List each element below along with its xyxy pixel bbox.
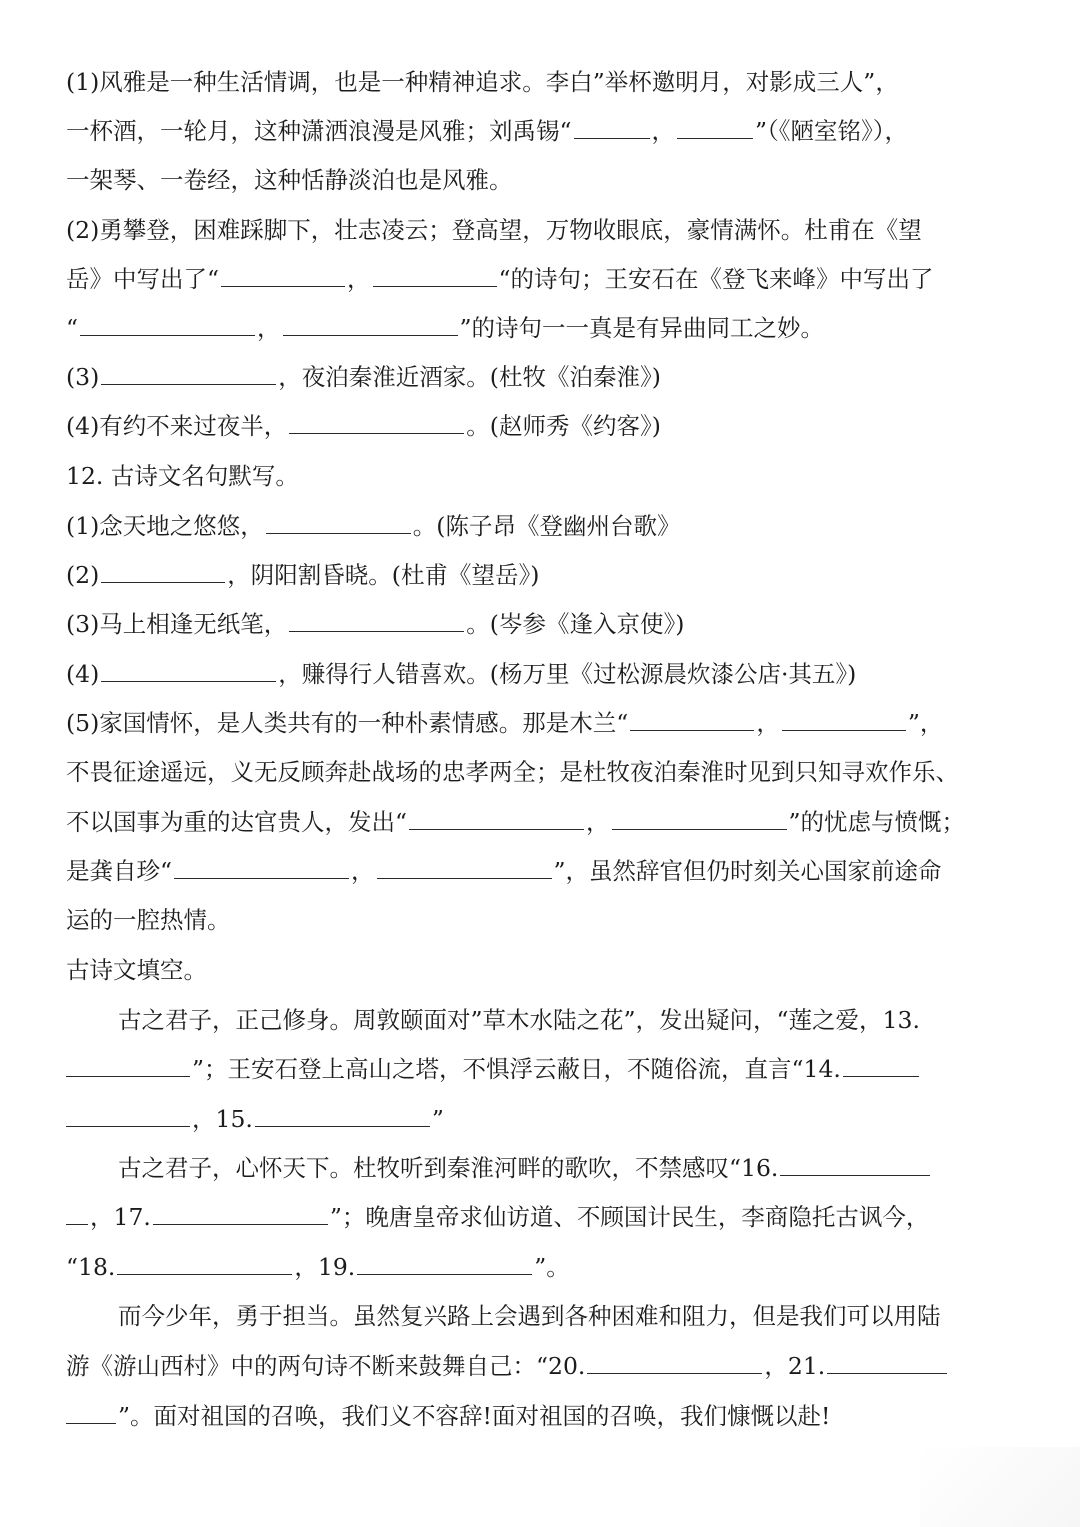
answer-blank[interactable]	[221, 264, 345, 288]
question-12-5-line-2: 不畏征途遥远，义无反顾奔赴战场的忠孝两全；是杜牧夜泊秦淮时见到只知寻欢作乐、	[66, 758, 959, 786]
answer-blank-13[interactable]	[66, 1054, 190, 1078]
scan-shading	[920, 1447, 1080, 1527]
question-11-1-line-3: 一架琴、一卷经，这种恬静淡泊也是风雅。	[66, 166, 513, 194]
answer-blank[interactable]	[782, 708, 906, 732]
answer-blank[interactable]	[101, 362, 276, 386]
answer-blank[interactable]	[630, 708, 754, 732]
answer-blank-21-cont[interactable]	[66, 1401, 116, 1425]
paragraph-3-line-2: 游《游山西村》中的两句诗不断来鼓舞自己：“20. ，21.	[66, 1350, 949, 1382]
answer-blank[interactable]	[266, 511, 411, 535]
question-12-2: (2) ，阴阳割昏晓。(杜甫《望岳》)	[66, 561, 540, 589]
question-12-4: (4) ，赚得行人错喜欢。(杨万里《过松源晨炊漆公店·其五》)	[66, 660, 857, 688]
question-12-5-line-1: (5)家国情怀，是人类共有的一种朴素情感。那是木兰“ ， ”，	[66, 709, 944, 737]
answer-blank[interactable]	[574, 116, 650, 140]
answer-blank[interactable]	[409, 807, 584, 831]
question-11-2-line-1: (2)勇攀登，困难踩脚下，壮志凌云；登高望，万物收眼底，豪情满怀。杜甫在《望	[66, 216, 922, 244]
answer-blank-21[interactable]	[827, 1351, 947, 1375]
answer-blank[interactable]	[373, 264, 497, 288]
answer-blank-17[interactable]	[153, 1202, 328, 1226]
answer-blank[interactable]	[377, 856, 552, 880]
question-12-3: (3)马上相逢无纸笔， 。(岑参《逢入京使》)	[66, 610, 685, 638]
answer-blank-14[interactable]	[843, 1054, 919, 1078]
paragraph-1-line-1: 古之君子，正己修身。周敦颐面对”草木水陆之花”，发出疑问，“莲之爱，13.	[118, 1006, 920, 1034]
question-12-1: (1)念天地之悠悠， 。(陈子昂《登幽州台歌》	[66, 512, 681, 540]
answer-blank[interactable]	[101, 560, 225, 584]
question-11-1-line-1: (1)风雅是一种生活情调，也是一种精神追求。李白”举杯邀明月，对影成三人”，	[66, 68, 899, 96]
answer-blank[interactable]	[283, 313, 458, 337]
answer-blank-14-cont[interactable]	[66, 1104, 190, 1128]
paragraph-3-line-3: ”。面对祖国的召唤，我们义不容辞!面对祖国的召唤，我们慷慨以赴!	[66, 1400, 830, 1432]
paragraph-1-line-3: ，15. ”	[66, 1103, 444, 1135]
answer-blank[interactable]	[677, 116, 753, 140]
answer-blank[interactable]	[80, 313, 255, 337]
paragraph-3-line-1: 而今少年，勇于担当。虽然复兴路上会遇到各种困难和阻力，但是我们可以用陆	[118, 1302, 941, 1330]
paragraph-2-line-3: “18. ，19. ”。	[66, 1253, 570, 1281]
section-title-fill-in: 古诗文填空。	[66, 956, 207, 984]
answer-blank-19[interactable]	[357, 1252, 532, 1276]
answer-blank[interactable]	[174, 856, 349, 880]
answer-blank[interactable]	[612, 807, 787, 831]
answer-blank[interactable]	[289, 609, 464, 633]
answer-blank[interactable]	[289, 411, 464, 435]
question-11-4: (4)有约不来过夜半， 。(赵师秀《约客》)	[66, 412, 661, 440]
question-12-title: 12. 古诗文名句默写。	[66, 462, 299, 490]
question-11-2-line-2: 岳》中写出了“ ， “的诗句；王安石在《登飞来峰》中写出了	[66, 265, 934, 293]
answer-blank-16[interactable]	[780, 1153, 930, 1177]
question-12-5-line-5: 运的一腔热情。	[66, 906, 231, 934]
answer-blank-16-cont[interactable]	[66, 1202, 88, 1226]
answer-blank-15[interactable]	[255, 1104, 430, 1128]
answer-blank-18[interactable]	[117, 1252, 292, 1276]
question-12-5-line-4: 是龚自珍“ ， ”，虽然辞官但仍时刻关心国家前途命	[66, 857, 942, 885]
paragraph-1-line-2: ”；王安石登上高山之塔，不惧浮云蔽日，不随俗流，直言“14.	[66, 1053, 921, 1085]
paragraph-2-line-2: ，17. ”；晚唐皇帝求仙访道、不顾国计民生，李商隐托古讽今，	[66, 1201, 929, 1233]
answer-blank[interactable]	[101, 659, 276, 683]
question-11-1-line-2: 一杯酒，一轮月，这种潇洒浪漫是风雅；刘禹锡“ ， ”（《陋室铭》），	[66, 117, 909, 145]
question-12-5-line-3: 不以国事为重的达官贵人，发出“ ， ”的忧虑与愤慨；	[66, 808, 966, 836]
paragraph-2-line-1: 古之君子，心怀天下。杜牧听到秦淮河畔的歌吹，不禁感叹“16.	[118, 1152, 932, 1184]
answer-blank-20[interactable]	[587, 1351, 762, 1375]
question-11-2-line-3: “ ， ”的诗句一一真是有异曲同工之妙。	[66, 314, 825, 342]
question-11-3: (3) ，夜泊秦淮近酒家。(杜牧《泊秦淮》)	[66, 363, 661, 391]
